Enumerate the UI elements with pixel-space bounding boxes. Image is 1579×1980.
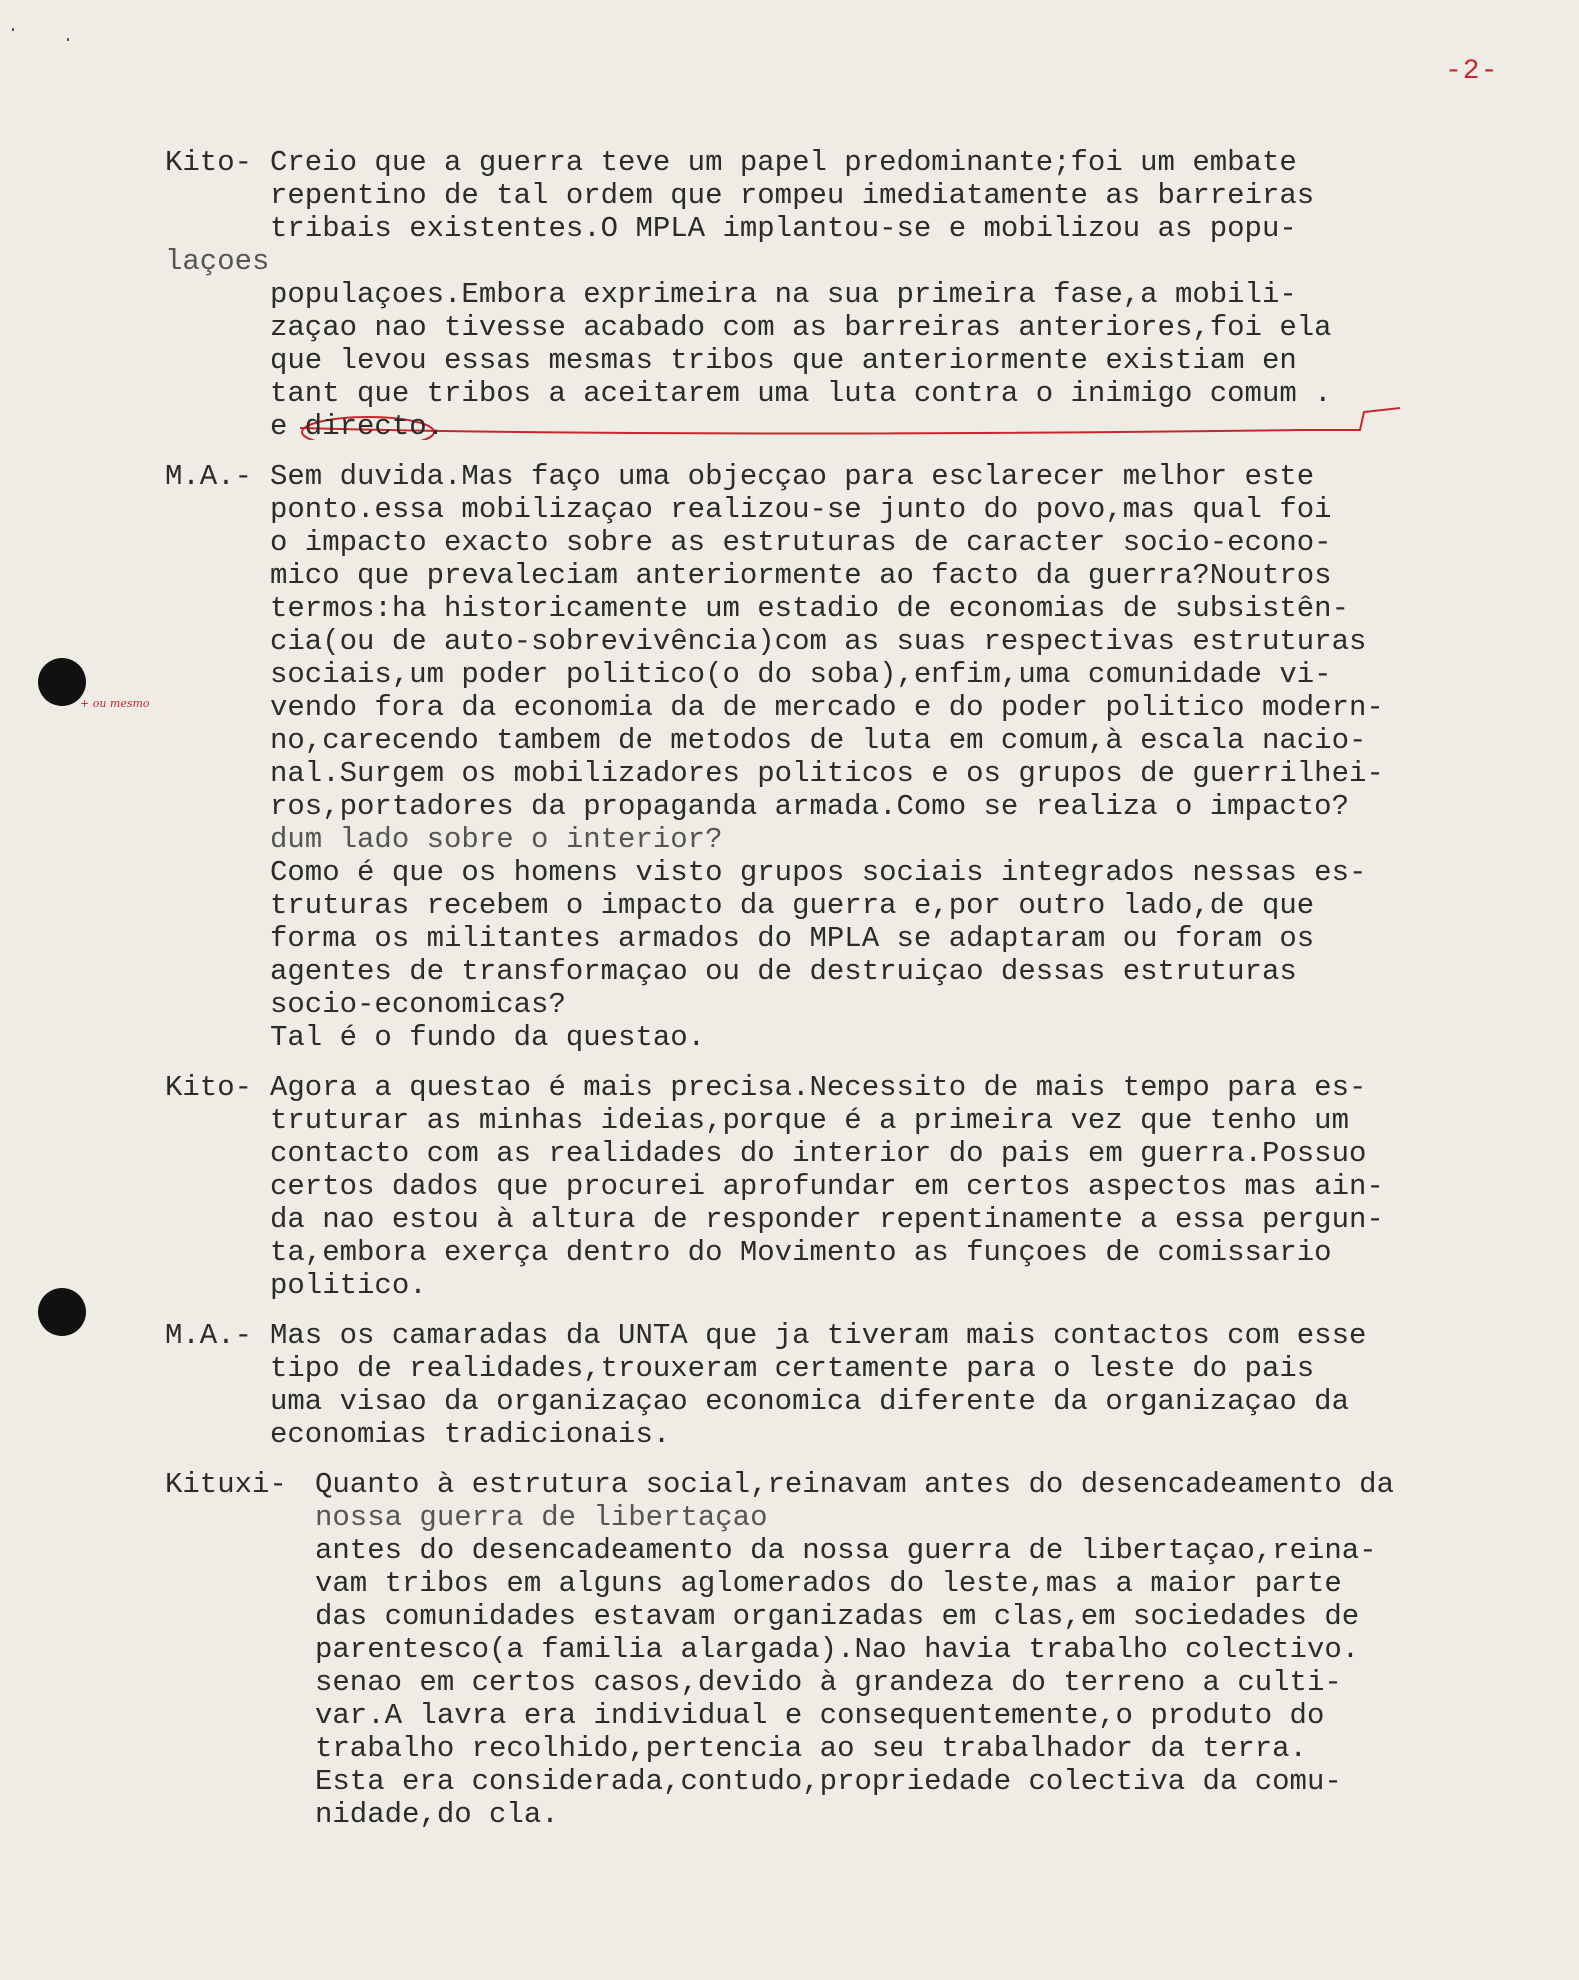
text-line: cia(ou de auto-sobrevivência)com as suas respectivas estruturas bbox=[270, 625, 1367, 658]
text-line: antes do desencadeamento da nossa guerra de libertaçao,reina- bbox=[315, 1534, 1377, 1567]
text-line: populaçoes.Embora exprimeira na sua primeira fase,a mobili- bbox=[270, 278, 1297, 311]
text-line: e directo. bbox=[270, 410, 445, 443]
text-line: mico que prevaleciam anteriormente ao facto da guerra?Noutros bbox=[270, 559, 1332, 592]
transcript-body bbox=[165, 146, 1555, 1831]
paragraph-kituxi bbox=[165, 1468, 1555, 1831]
text-line: nal.Surgem os mobilizadores politicos e os grupos de guerrilhei- bbox=[270, 757, 1384, 790]
text-line: o impacto exacto sobre as estruturas de caracter socio-econo- bbox=[270, 526, 1332, 559]
punch-hole-icon bbox=[38, 1288, 86, 1336]
text-line: truturar as minhas ideias,porque é a primeira vez que tenho um bbox=[270, 1104, 1349, 1137]
text-line: termos:ha historicamente um estadio de economias de subsistên- bbox=[270, 592, 1349, 625]
text-line: forma os militantes armados do MPLA se adaptaram ou foram os bbox=[270, 922, 1315, 955]
speaker-label: Kito- bbox=[165, 146, 253, 179]
text-line: nidade,do cla. bbox=[315, 1798, 559, 1831]
text-line: Creio que a guerra teve um papel predominante;foi um embate bbox=[270, 146, 1297, 179]
text-line: vam tribos em alguns aglomerados do leste,mas a maior parte bbox=[315, 1567, 1342, 1600]
text-line: politico. bbox=[270, 1269, 427, 1302]
text-line: senao em certos casos,devido à grandeza do terreno a culti- bbox=[315, 1666, 1342, 1699]
text-line: truturas recebem o impacto da guerra e,por outro lado,de que bbox=[270, 889, 1315, 922]
struck-text-line: laçoes bbox=[165, 245, 270, 278]
text-line: trabalho recolhido,pertencia ao seu trabalhador da terra. bbox=[315, 1732, 1307, 1765]
text-line: repentino de tal ordem que rompeu imediatamente as barreiras bbox=[270, 179, 1315, 212]
text-line: das comunidades estavam organizadas em clas,em sociedades de bbox=[315, 1600, 1360, 1633]
text-line: tant que tribos a aceitarem uma luta contra o inimigo comum . bbox=[270, 377, 1332, 410]
text-line: Mas os camaradas da UNTA que ja tiveram mais contactos com esse bbox=[270, 1319, 1367, 1352]
text-line: ta,embora exerça dentro do Movimento as funçoes de comissario bbox=[270, 1236, 1332, 1269]
text-line: Esta era considerada,contudo,propriedade colectiva da comu- bbox=[315, 1765, 1342, 1798]
text-line: ros,portadores da propaganda armada.Como se realiza o impacto? bbox=[270, 790, 1349, 823]
text-line: da nao estou à altura de responder repentinamente a essa pergun- bbox=[270, 1203, 1384, 1236]
text-line: agentes de transformaçao ou de destruiçao dessas estruturas bbox=[270, 955, 1297, 988]
text-line: Sem duvida.Mas faço uma objecçao para esclarecer melhor este bbox=[270, 460, 1315, 493]
scan-speck bbox=[67, 38, 69, 41]
text-line: que levou essas mesmas tribos que anteriormente existiam en bbox=[270, 344, 1297, 377]
punch-hole-icon bbox=[38, 658, 86, 706]
text-line: parentesco(a familia alargada).Nao havia trabalho colectivo. bbox=[315, 1633, 1360, 1666]
text-line: ponto.essa mobilizaçao realizou-se junto do povo,mas qual foi bbox=[270, 493, 1332, 526]
text-line: no,carecendo tambem de metodos de luta em comum,à escala nacio- bbox=[270, 724, 1367, 757]
text-line: socio-economicas? bbox=[270, 988, 566, 1021]
speaker-label: Kituxi- bbox=[165, 1468, 287, 1501]
text-line: economias tradicionais. bbox=[270, 1418, 671, 1451]
struck-text-line: nossa guerra de libertaçao bbox=[315, 1501, 768, 1534]
page-number: -2- bbox=[1445, 56, 1499, 87]
text-line: uma visao da organizaçao economica diferente da organizaçao da bbox=[270, 1385, 1349, 1418]
speaker-label: M.A.- bbox=[165, 1319, 253, 1352]
struck-text-line: dum lado sobre o interior? bbox=[270, 823, 723, 856]
text-line: vendo fora da economia da de mercado e do poder politico modern- bbox=[270, 691, 1384, 724]
text-line: Como é que os homens visto grupos sociais integrados nessas es- bbox=[270, 856, 1367, 889]
text-line: sociais,um poder politico(o do soba),enfim,uma comunidade vi- bbox=[270, 658, 1332, 691]
text-line: Agora a questao é mais precisa.Necessito de mais tempo para es- bbox=[270, 1071, 1367, 1104]
text-line: var.A lavra era individual e consequentemente,o produto do bbox=[315, 1699, 1325, 1732]
paragraph-ma-1 bbox=[165, 460, 1555, 1054]
paragraph-ma-2 bbox=[165, 1319, 1555, 1451]
text-line: Quanto à estrutura social,reinavam antes do desencadeamento da bbox=[315, 1468, 1394, 1501]
text-line: tipo de realidades,trouxeram certamente para o leste do pais bbox=[270, 1352, 1315, 1385]
paragraph-kito-2 bbox=[165, 1071, 1555, 1302]
text-line: certos dados que procurei aprofundar em certos aspectos mas ain- bbox=[270, 1170, 1384, 1203]
scan-speck bbox=[12, 28, 14, 31]
text-line: tribais existentes.O MPLA implantou-se e mobilizou as popu- bbox=[270, 212, 1297, 245]
paragraph-kito-1 bbox=[165, 146, 1555, 443]
speaker-label: M.A.- bbox=[165, 460, 253, 493]
text-line: zaçao nao tivesse acabado com as barreiras anteriores,foi ela bbox=[270, 311, 1332, 344]
text-line: Tal é o fundo da questao. bbox=[270, 1021, 706, 1054]
text-line: contacto com as realidades do interior do pais em guerra.Possuo bbox=[270, 1137, 1367, 1170]
speaker-label: Kito- bbox=[165, 1071, 253, 1104]
margin-note: + ou mesmo bbox=[80, 697, 150, 710]
